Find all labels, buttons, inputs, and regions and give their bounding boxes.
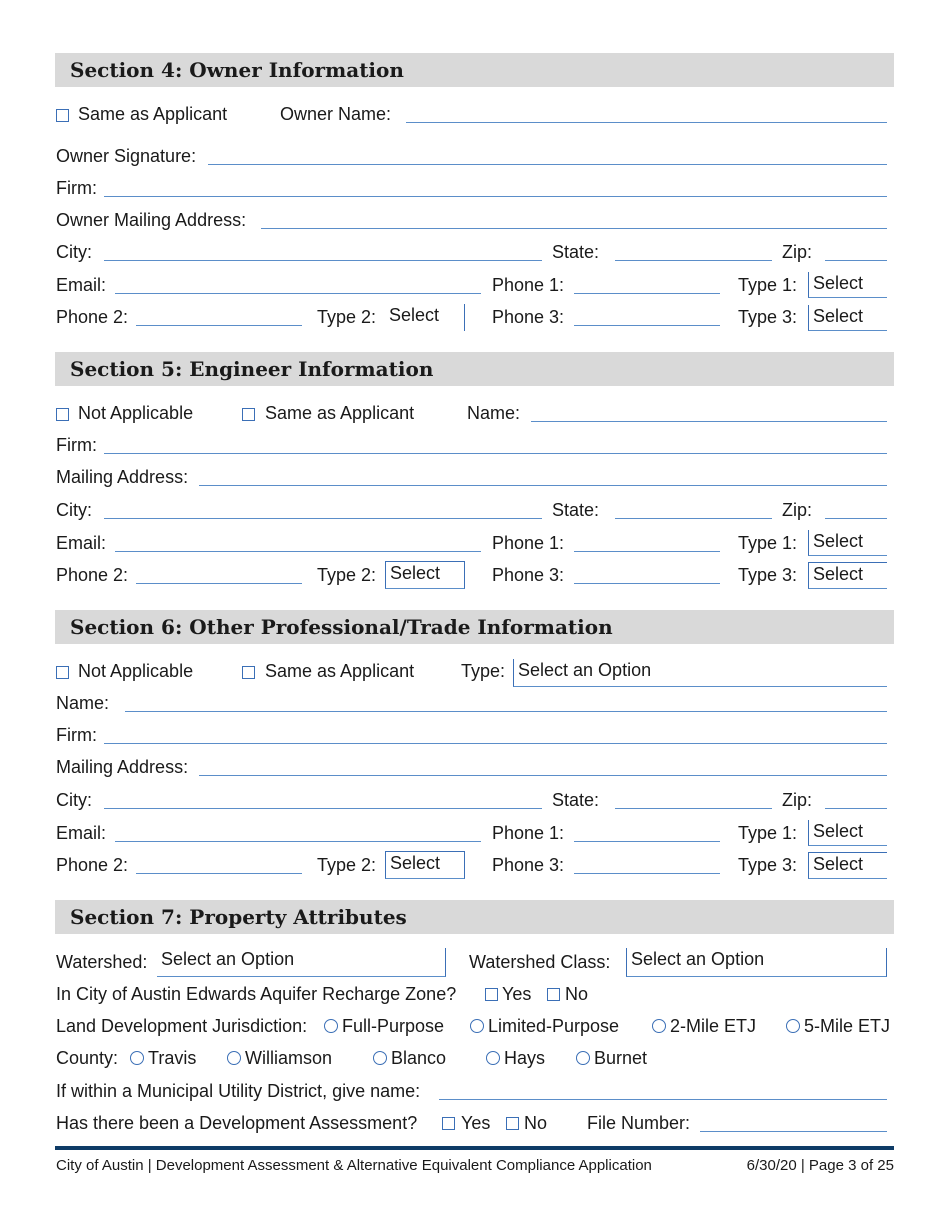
s6-type-label: Type: <box>461 661 506 681</box>
s4-firm-label: Firm: <box>56 178 97 198</box>
section-6-header: Section 6: Other Professional/Trade Information <box>55 610 894 644</box>
s5-not-applicable-checkbox[interactable] <box>56 408 69 421</box>
s4-phone3-label: Phone 3: <box>492 307 565 327</box>
s4-city-label: City: <box>56 242 92 262</box>
section-7-header: Section 7: Property Attributes <box>55 900 894 934</box>
s6-same-as-applicant-checkbox[interactable] <box>242 666 255 679</box>
s4-owner-name-label: Owner Name: <box>280 104 392 124</box>
s5-zip-field[interactable] <box>825 518 887 519</box>
s6-not-applicable-label: Not Applicable <box>78 661 194 681</box>
s6-name-label: Name: <box>56 693 110 713</box>
s5-same-as-applicant-checkbox[interactable] <box>242 408 255 421</box>
s5-zip-label: Zip: <box>782 500 813 520</box>
s5-city-field[interactable] <box>104 518 542 519</box>
s7-mud-label: If within a Municipal Utility District, give name: <box>56 1081 421 1101</box>
s7-file-number-field[interactable] <box>700 1131 887 1132</box>
s6-phone3-label: Phone 3: <box>492 855 565 875</box>
s4-state-field[interactable] <box>615 260 772 261</box>
s5-email-field[interactable] <box>115 551 481 552</box>
section-4-header: Section 4: Owner Information <box>55 53 894 87</box>
s7-aquifer-question: In City of Austin Edwards Aquifer Recharge Zone? <box>56 984 457 1004</box>
s4-type1-select[interactable]: Select <box>808 272 887 298</box>
footer-left-text: City of Austin | Development Assessment & Alternative Equivalent Compliance Application <box>56 1157 652 1174</box>
s5-name-field[interactable] <box>531 421 887 422</box>
s5-type2-select[interactable]: Select <box>385 561 465 589</box>
s4-type2-select[interactable]: Select <box>385 304 465 331</box>
s5-firm-field[interactable] <box>104 453 887 454</box>
s7-jur-full-purpose-label: Full-Purpose <box>342 1016 445 1036</box>
s4-zip-field[interactable] <box>825 260 887 261</box>
s6-firm-label: Firm: <box>56 725 97 745</box>
s4-type2-label: Type 2: <box>317 307 377 327</box>
s7-county-blanco-radio[interactable] <box>373 1051 387 1065</box>
s5-type1-label: Type 1: <box>738 533 798 553</box>
s5-state-label: State: <box>552 500 600 520</box>
s5-name-label: Name: <box>467 403 521 423</box>
s7-jur-2mile-etj-radio[interactable] <box>652 1019 666 1033</box>
s6-firm-field[interactable] <box>104 743 887 744</box>
s5-mailing-field[interactable] <box>199 485 887 486</box>
s7-county-travis-radio[interactable] <box>130 1051 144 1065</box>
s7-assessment-yes-label: Yes <box>461 1113 491 1133</box>
s4-owner-name-field[interactable] <box>406 122 887 123</box>
s4-phone1-label: Phone 1: <box>492 275 565 295</box>
s7-jur-limited-purpose-radio[interactable] <box>470 1019 484 1033</box>
s7-watershed-class-select[interactable]: Select an Option <box>626 948 887 977</box>
s4-email-field[interactable] <box>115 293 481 294</box>
s6-phone1-label: Phone 1: <box>492 823 565 843</box>
s6-state-field[interactable] <box>615 808 772 809</box>
s7-assessment-yes-checkbox[interactable] <box>442 1117 455 1130</box>
s4-email-label: Email: <box>56 275 107 295</box>
s7-county-blanco-label: Blanco <box>391 1048 447 1068</box>
s7-jur-5mile-etj-radio[interactable] <box>786 1019 800 1033</box>
s4-phone2-field[interactable] <box>136 325 302 326</box>
s6-same-as-applicant-label: Same as Applicant <box>265 661 415 681</box>
s5-phone2-label: Phone 2: <box>56 565 129 585</box>
s7-jurisdiction-label: Land Development Jurisdiction: <box>56 1016 308 1036</box>
s4-phone2-label: Phone 2: <box>56 307 129 327</box>
s6-type2-label: Type 2: <box>317 855 377 875</box>
s7-jur-limited-purpose-label: Limited-Purpose <box>488 1016 620 1036</box>
s6-phone1-field[interactable] <box>574 841 720 842</box>
s4-city-field[interactable] <box>104 260 542 261</box>
s7-file-number-label: File Number: <box>587 1113 691 1133</box>
s7-county-hays-label: Hays <box>504 1048 546 1068</box>
s5-phone3-label: Phone 3: <box>492 565 565 585</box>
s7-watershed-select[interactable]: Select an Option <box>157 948 446 977</box>
s5-type1-select[interactable]: Select <box>808 530 887 556</box>
s6-mailing-field[interactable] <box>199 775 887 776</box>
s6-email-label: Email: <box>56 823 107 843</box>
s5-not-applicable-label: Not Applicable <box>78 403 194 423</box>
s7-aquifer-yes-label: Yes <box>502 984 532 1004</box>
s4-zip-label: Zip: <box>782 242 813 262</box>
s4-mailing-field[interactable] <box>261 228 887 229</box>
s6-zip-label: Zip: <box>782 790 813 810</box>
s4-owner-signature-label: Owner Signature: <box>56 146 197 166</box>
s5-same-as-applicant-label: Same as Applicant <box>265 403 415 423</box>
s7-assessment-no-label: No <box>524 1113 548 1133</box>
s4-type3-label: Type 3: <box>738 307 798 327</box>
s5-state-field[interactable] <box>615 518 772 519</box>
s6-name-field[interactable] <box>125 711 887 712</box>
s4-phone1-field[interactable] <box>574 293 720 294</box>
s5-type2-label: Type 2: <box>317 565 377 585</box>
s6-not-applicable-checkbox[interactable] <box>56 666 69 679</box>
s6-type1-label: Type 1: <box>738 823 798 843</box>
s4-phone3-field[interactable] <box>574 325 720 326</box>
s7-county-williamson-label: Williamson <box>245 1048 333 1068</box>
s5-firm-label: Firm: <box>56 435 97 455</box>
s6-type3-label: Type 3: <box>738 855 798 875</box>
s6-type3-select[interactable]: Select <box>808 852 887 879</box>
s5-phone2-field[interactable] <box>136 583 302 584</box>
s4-firm-field[interactable] <box>104 196 887 197</box>
s7-aquifer-no-label: No <box>565 984 589 1004</box>
s7-mud-field[interactable] <box>439 1099 887 1100</box>
s7-county-label: County: <box>56 1048 119 1068</box>
s5-type3-select[interactable]: Select <box>808 562 887 589</box>
s6-email-field[interactable] <box>115 841 481 842</box>
s6-type1-select[interactable]: Select <box>808 820 887 846</box>
s5-phone1-field[interactable] <box>574 551 720 552</box>
s5-phone1-label: Phone 1: <box>492 533 565 553</box>
section-5-header: Section 5: Engineer Information <box>55 352 894 386</box>
s7-county-hays-radio[interactable] <box>486 1051 500 1065</box>
s6-phone3-field[interactable] <box>574 873 720 874</box>
s5-type3-label: Type 3: <box>738 565 798 585</box>
s6-state-label: State: <box>552 790 600 810</box>
s7-watershed-class-label: Watershed Class: <box>469 952 611 972</box>
footer-rule <box>55 1146 894 1150</box>
s7-county-burnet-radio[interactable] <box>576 1051 590 1065</box>
s7-assessment-no-checkbox[interactable] <box>506 1117 519 1130</box>
s6-mailing-label: Mailing Address: <box>56 757 189 777</box>
s7-watershed-label: Watershed: <box>56 952 148 972</box>
s6-city-field[interactable] <box>104 808 542 809</box>
s6-type2-select[interactable]: Select <box>385 851 465 879</box>
s4-same-as-applicant-checkbox[interactable] <box>56 109 69 122</box>
s4-mailing-label: Owner Mailing Address: <box>56 210 247 230</box>
s7-jur-2mile-etj-label: 2-Mile ETJ <box>670 1016 757 1036</box>
s7-assessment-question: Has there been a Development Assessment? <box>56 1113 418 1133</box>
s7-county-williamson-radio[interactable] <box>227 1051 241 1065</box>
s4-state-label: State: <box>552 242 600 262</box>
s5-phone3-field[interactable] <box>574 583 720 584</box>
s7-jur-full-purpose-radio[interactable] <box>324 1019 338 1033</box>
s6-phone2-label: Phone 2: <box>56 855 129 875</box>
s4-owner-signature-field[interactable] <box>208 164 887 165</box>
s4-same-as-applicant-label: Same as Applicant <box>78 104 228 124</box>
s6-type-select[interactable]: Select an Option <box>513 659 887 687</box>
s5-email-label: Email: <box>56 533 107 553</box>
s5-city-label: City: <box>56 500 92 520</box>
s6-zip-field[interactable] <box>825 808 887 809</box>
s4-type1-label: Type 1: <box>738 275 798 295</box>
footer-page-number: 6/30/20 | Page 3 of 25 <box>746 1157 894 1174</box>
s6-phone2-field[interactable] <box>136 873 302 874</box>
s7-jur-5mile-etj-label: 5-Mile ETJ <box>804 1016 891 1036</box>
s6-city-label: City: <box>56 790 92 810</box>
s5-mailing-label: Mailing Address: <box>56 467 189 487</box>
s7-aquifer-no-checkbox[interactable] <box>547 988 560 1001</box>
s7-county-burnet-label: Burnet <box>594 1048 648 1068</box>
s7-aquifer-yes-checkbox[interactable] <box>485 988 498 1001</box>
s4-type3-select[interactable]: Select <box>808 305 887 331</box>
s7-county-travis-label: Travis <box>148 1048 197 1068</box>
